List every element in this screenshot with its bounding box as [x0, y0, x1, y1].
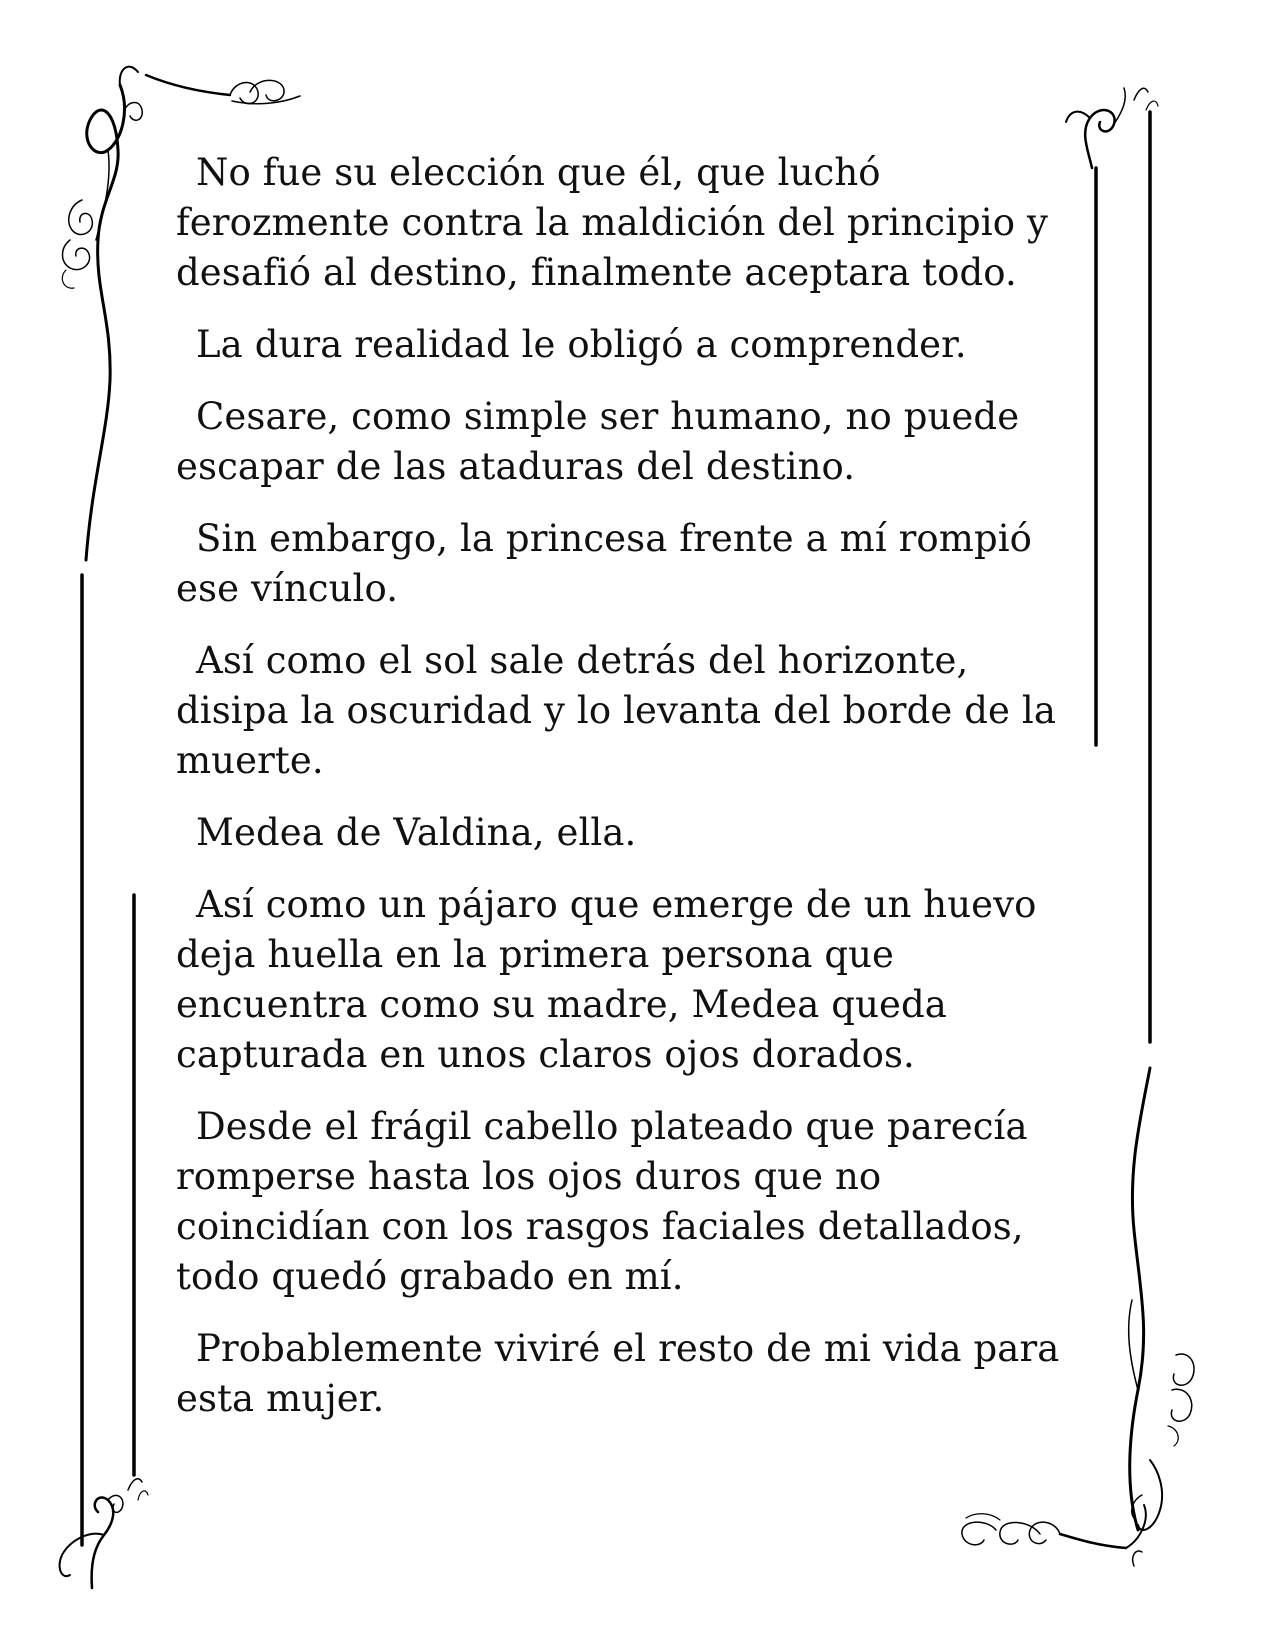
paragraph: Cesare, como simple ser humano, no puede escapar de las ataduras del destino.: [176, 395, 1020, 488]
chapter-text: [176, 148, 1076, 1446]
top-right-flourish-icon: [1066, 88, 1158, 168]
paragraph: Así como un pájaro que emerge de un huevo deja huella en la primera persona que encuentra como su madre, Medea queda capturada en unos claros ojos dorados.: [176, 883, 1037, 1076]
paragraph: Así como el sol sale detrás del horizonte, disipa la oscuridad y lo levanta del borde de la muerte.: [176, 639, 1056, 782]
paragraph: Sin embargo, la princesa frente a mí rompió ese vínculo.: [176, 517, 1033, 610]
paragraph: Medea de Valdina, ella.: [196, 811, 637, 854]
paragraph: No fue su elección que él, que luchó ferozmente contra la maldición del principio y desafió al destino, finalmente aceptara todo.: [176, 151, 1048, 294]
paragraph: Probablemente viviré el resto de mi vida para esta mujer.: [176, 1327, 1060, 1420]
right-wavy-flourish-icon: [1129, 1068, 1194, 1530]
bottom-right-flourish-icon: [962, 1505, 1146, 1566]
paragraph: La dura realidad le obligó a comprender.: [196, 323, 967, 366]
paragraph: Desde el frágil cabello plateado que parecía romperse hasta los ojos duros que no coincidían con los rasgos faciales detallados, todo quedó grabado en mí.: [176, 1105, 1028, 1298]
bottom-left-flourish-icon: [60, 1479, 148, 1588]
